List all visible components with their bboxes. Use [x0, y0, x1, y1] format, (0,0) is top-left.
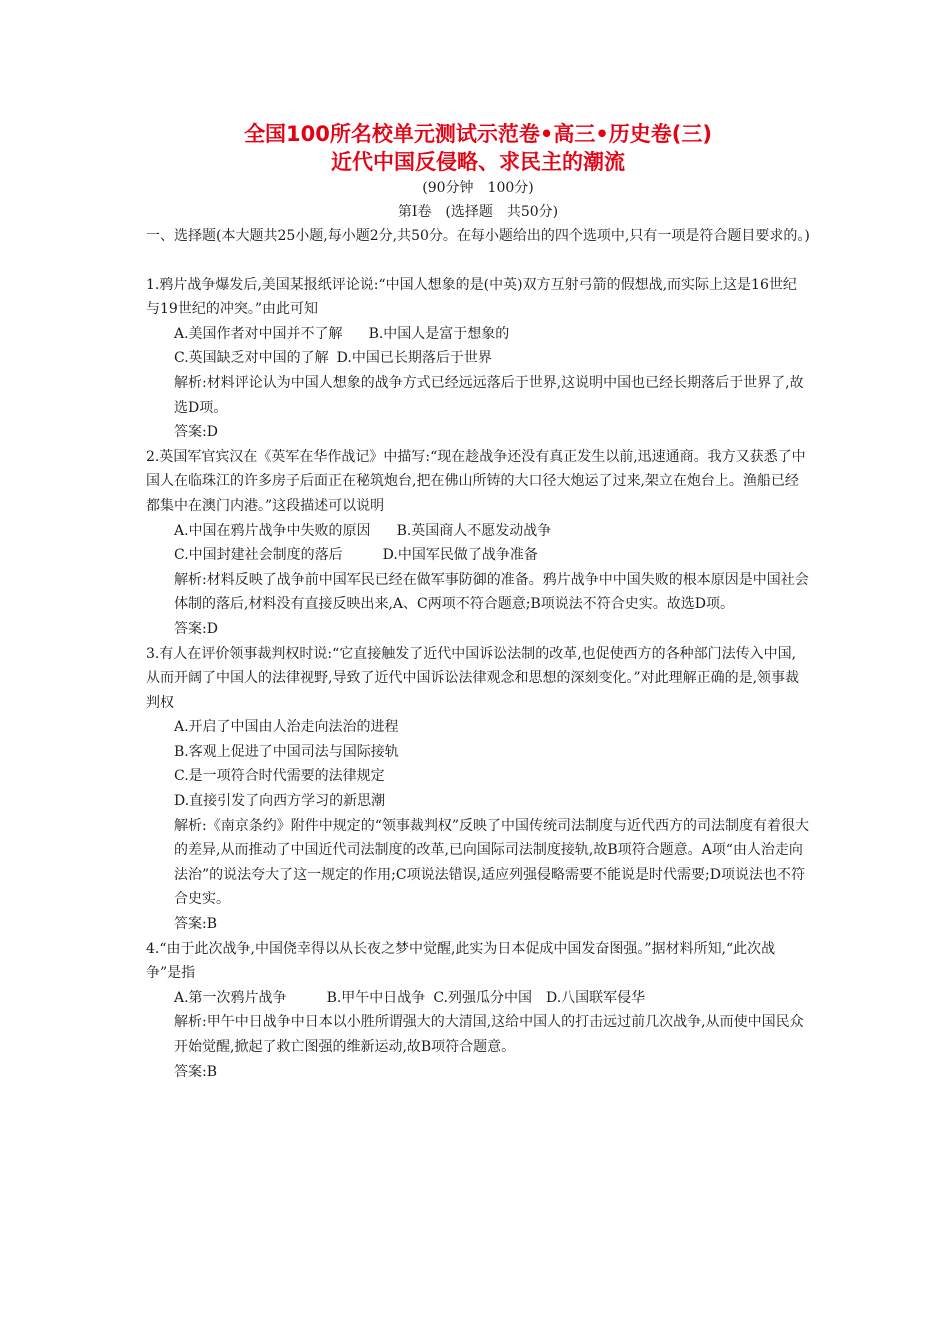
option-d: D.八国联军侵华 [545, 989, 646, 1006]
option-b: B.英国商人不愿发动战争 [396, 522, 552, 539]
question-stem: 1.鸦片战争爆发后,美国某报纸评论说:“中国人想象的是(中英)双方互射弓箭的假想战,而实际上这是16世纪与19世纪的冲突。”由此可知 [146, 276, 797, 318]
question-2 [146, 445, 810, 642]
question-stem: 2.英国军官宾汉在《英军在华作战记》中描写:“现在趁战争还没有真正发生以前,迅速通商。我方又获悉了中国人在临珠江的许多房子后面正在秘筑炮台,把在佛山所铸的大口径大炮运了过来,架立在炮台上。渔船已经都集中在澳门内港。”这段描述可以说明 [146, 448, 806, 514]
option-a: A.美国作者对中国并不了解 [174, 325, 343, 342]
option-a: A.开启了中国由人治走向法治的进程 [174, 719, 399, 736]
option-b: B.客观上促进了中国司法与国际接轨 [174, 743, 399, 760]
analysis: 解析:甲午中日战争中日本以小胜所谓强大的大清国,这给中国人的打击远过前几次战争,从而使中国民众开始觉醒,掀起了救亡图强的维新运动,故B项符合题意。 [174, 1014, 804, 1055]
option-d: D.直接引发了向西方学习的新思潮 [174, 793, 386, 810]
options-row [146, 986, 810, 1011]
answer: 答案:B [174, 1063, 218, 1080]
option-c: C.是一项符合时代需要的法律规定 [174, 768, 385, 785]
options-row [146, 519, 810, 544]
part-heading: 第Ⅰ卷 (选择题 共50分) [397, 204, 559, 220]
option-a: A.第一次鸦片战争 [174, 989, 287, 1006]
document-page [146, 120, 810, 1084]
option-d: D.中国军民做了战争准备 [382, 547, 538, 564]
options-row [146, 322, 810, 347]
analysis: 解析:《南京条约》附件中规定的“领事裁判权”反映了中国传统司法制度与近代西方的司法制度有着很大的差异,从而推动了中国近代司法制度的改革,已向国际司法制度接轨,故B项符合题意。A项“由人治走向法治”的说法夸大了这一规定的作用;C项说法错误,适应列强侵略需要不能说是时代需要;D项说法也不符合史实。 [174, 817, 810, 908]
options-row [146, 543, 810, 568]
question-stem: 4.“由于此次战争,中国侥幸得以从长夜之梦中觉醒,此实为日本促成中国发奋图强。”据材料所知,“此次战争”是指 [146, 940, 776, 982]
instructions: 一、选择题(本大题共25小题,每小题2分,共50分。在每小题给出的四个选项中,只有一项是符合题目要求的。) [146, 228, 810, 244]
option-c: C.列强瓜分中国 [433, 989, 532, 1006]
option-c: C.英国缺乏对中国的了解 [174, 350, 329, 367]
answer: 答案:B [174, 916, 218, 933]
option-c: C.中国封建社会制度的落后 [174, 547, 343, 564]
analysis: 解析:材料反映了战争前中国军民已经在做军事防御的准备。鸦片战争中中国失败的根本原因是中国社会体制的落后,材料没有直接反映出来,A、C两项不符合题意;B项说法不符合史实。故选D项。 [174, 571, 809, 613]
question-3 [146, 642, 810, 937]
question-stem: 3.有人在评价领事裁判权时说:“它直接触发了近代中国诉讼法制的改革,也促使西方的各种部门法传入中国,从而开阔了中国人的法律视野,导致了近代中国诉讼法律观念和思想的深刻变化。”对此理解正确的是,领事裁判权 [146, 645, 800, 711]
option-d: D.中国已长期落后于世界 [336, 350, 492, 367]
option-b: B.甲午中日战争 [326, 989, 426, 1006]
answer: 答案:D [174, 620, 218, 637]
title-line-2: 近代中国反侵略、求民主的潮流 [331, 150, 625, 174]
question-4 [146, 937, 810, 1085]
time-score: (90分钟 100分) [422, 180, 534, 196]
option-b: B.中国人是富于想象的 [368, 325, 510, 342]
option-a: A.中国在鸦片战争中失败的原因 [174, 522, 371, 539]
analysis: 解析:材料评论认为中国人想象的战争方式已经远远落后于世界,这说明中国也已经长期落后于世界了,故选D项。 [174, 374, 804, 416]
options-row [146, 346, 810, 371]
question-1 [146, 273, 810, 445]
title-line-1: 全国100所名校单元测试示范卷•高三•历史卷(三) [244, 122, 712, 146]
answer: 答案:D [174, 424, 218, 441]
spacer [146, 249, 810, 273]
